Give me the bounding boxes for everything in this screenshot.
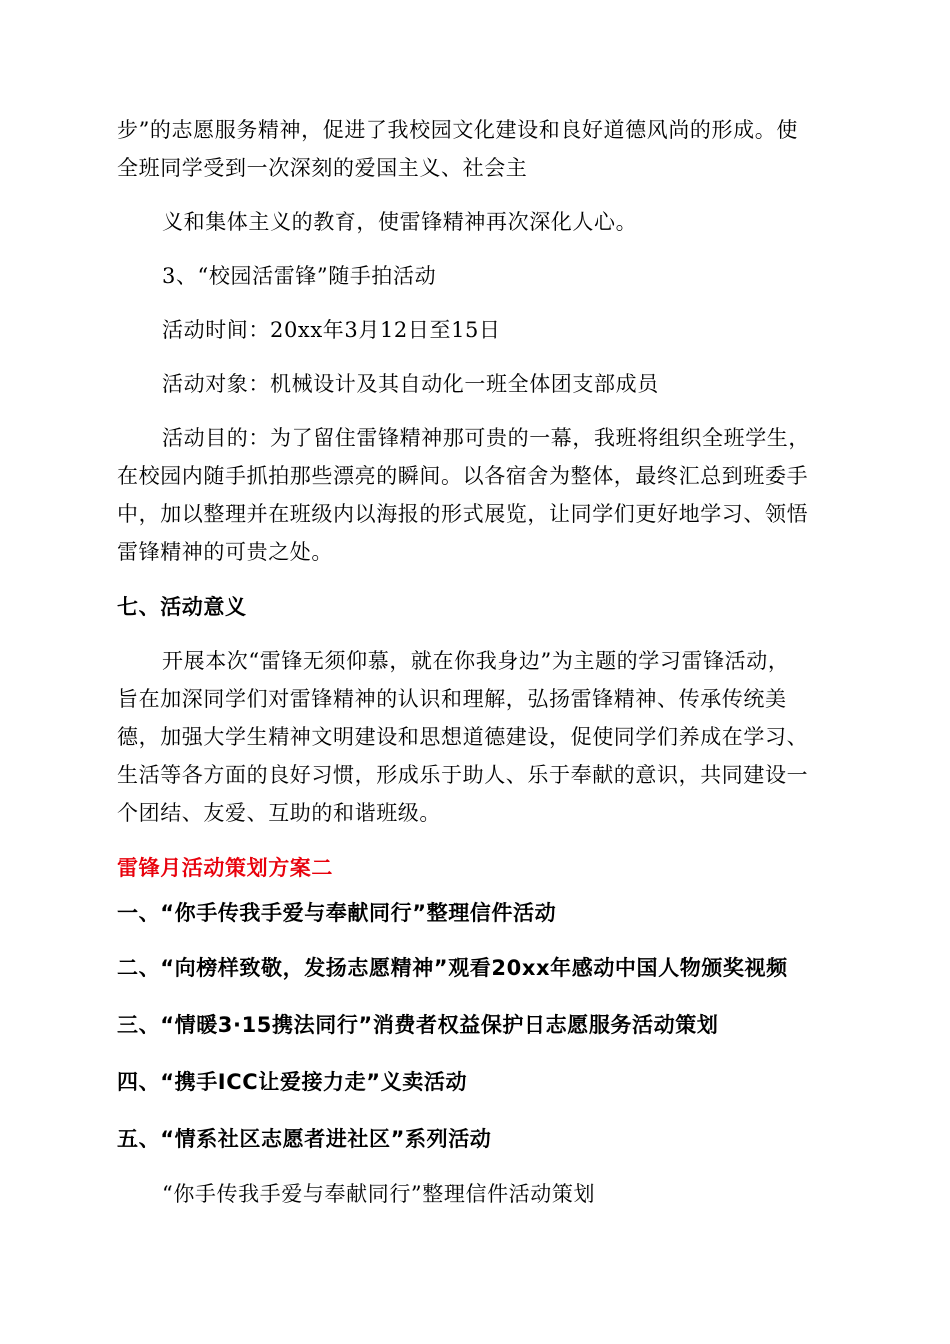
paragraph-line: 生活等各方面的良好习惯，形成乐于助人、乐于奉献的意识，共同建设一 [117, 763, 809, 787]
plan-item: 四、“携手ICC让爱接力走”义卖活动 [117, 1070, 468, 1094]
paragraph-line: 全班同学受到一次深刻的爱国主义、社会主 [117, 156, 528, 180]
paragraph-line: 旨在加深同学们对雷锋精神的认识和理解，弘扬雷锋精神、传承传统美 [117, 687, 787, 711]
paragraph-line: 德，加强大学生精神文明建设和思想道德建设，促使同学们养成在学习、 [117, 725, 809, 749]
paragraph-line: 个团结、友爱、互助的和谐班级。 [117, 801, 441, 825]
item-title: 3、“校园活雷锋”随手拍活动 [162, 264, 437, 288]
paragraph-line: 在校园内随手抓拍那些漂亮的瞬间。以各宿舍为整体，最终汇总到班委手 [117, 464, 809, 488]
section-heading: 七、活动意义 [117, 595, 247, 619]
paragraph-line: 雷锋精神的可贵之处。 [117, 540, 333, 564]
plan-title: 雷锋月活动策划方案二 [117, 856, 333, 880]
activity-target: 活动对象：机械设计及其自动化一班全体团支部成员 [162, 372, 659, 396]
paragraph-line: 义和集体主义的教育，使雷锋精神再次深化人心。 [162, 210, 638, 234]
paragraph-line: 中，加以整理并在班级内以海报的形式展览，让同学们更好地学习、领悟 [117, 502, 809, 526]
plan-item: 一、“你手传我手爱与奉献同行”整理信件活动 [117, 901, 557, 925]
paragraph-line: 开展本次“雷锋无须仰慕，就在你我身边”为主题的学习雷锋活动， [162, 649, 790, 673]
plan-item: 五、“情系社区志愿者进社区”系列活动 [117, 1127, 492, 1151]
plan-item: 二、“向榜样致敬，发扬志愿精神”观看20xx年感动中国人物颁奖视频 [117, 956, 788, 980]
activity-time: 活动时间：20xx年3月12日至15日 [162, 318, 501, 342]
paragraph-line: 步”的志愿服务精神，促进了我校园文化建设和良好道德风尚的形成。使 [117, 118, 798, 142]
plan-subtitle: “你手传我手爱与奉献同行”整理信件活动策划 [162, 1182, 596, 1206]
plan-item: 三、“情暖3·15携法同行”消费者权益保护日志愿服务活动策划 [117, 1013, 719, 1037]
paragraph-line: 活动目的：为了留住雷锋精神那可贵的一幕，我班将组织全班学生， [162, 426, 810, 450]
